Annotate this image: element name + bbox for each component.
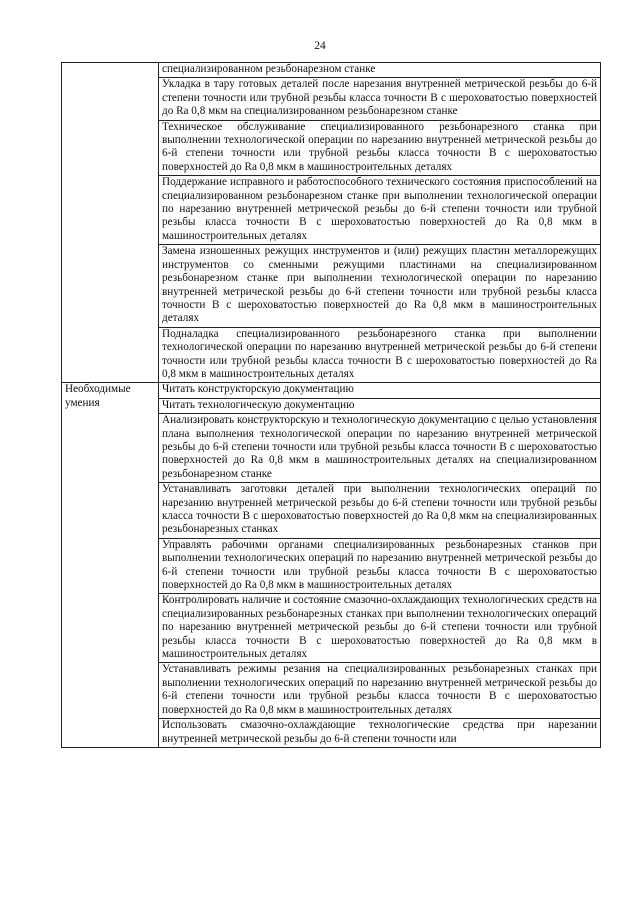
labor-action-item: Замена изношенных режущих инструментов и (или) режущих пластин металлорежущих инструментов со сменными режущими пластинами на специализированном резьбонарезном станке при выполнении технологической операции по нарезанию внутренней метрической резьбы до 6-й степени точности или трубной резьбы класса точности В с шероховатостью поверхностей до Ra 0,8 мкм в машиностроительных деталях [159, 245, 601, 327]
skills-label: Необходимые умения [62, 383, 159, 748]
skill-item: Анализировать конструкторскую и технологическую документацию с целью установления плана выполнения технологической операции по нарезанию внутренней метрической резьбы до 6-й степени точности или трубной резьбы класса точности В с шероховатостью поверхностей до Ra 0,8 мкм в машиностроительных деталях на специализированном резьбонарезном станке [159, 414, 601, 483]
labor-action-item: Укладка в тару готовых деталей после нарезания внутренней метрической резьбы до 6-й степени точности или трубной резьбы класса точности В с шероховатостью поверхностей до Ra 0,8 мкм на специализированном резьбонарезном станке [159, 78, 601, 120]
labor-action-item: Техническое обслуживание специализированного резьбонарезного станка при выполнении технологической операции по нарезанию внутренней метрической резьбы до 6-й степени точности или трубной резьбы класса точности В с шероховатостью поверхностей до Ra 0,8 мкм в машиностроительных деталях [159, 120, 601, 176]
skill-item: Управлять рабочими органами специализированных резьбонарезных станков при выполнении технологических операций по нарезанию внутренней метрической резьбы до 6-й степени точности или трубной резьбы класса точности В с шероховатостью поверхностей до Ra 0,8 мкм в машиностроительных деталях [159, 538, 601, 594]
labor-action-item: Поддержание исправного и работоспособного технического состояния приспособлений на специализированном резьбонарезном станке при выполнении технологической операции по нарезанию внутренней метрической резьбы до 6-й степени точности или трубной резьбы класса точности В с шероховатостью поверхностей до Ra 0,8 мкм в машиностроительных деталях [159, 176, 601, 245]
labor-action-item: специализированном резьбонарезном станке [159, 63, 601, 78]
table-row [62, 383, 601, 398]
skill-item: Устанавливать режимы резания на специализированных резьбонарезных станках при выполнении технологических операций по нарезанию внутренней метрической резьбы до 6-й степени точности или трубной резьбы класса точности В с шероховатостью поверхностей до Ra 0,8 мкм в машиностроительных деталях [159, 663, 601, 719]
requirements-table [61, 62, 601, 748]
page-number: 24 [314, 40, 326, 52]
table-row [62, 63, 601, 78]
labor-action-item: Подналадка специализированного резьбонарезного станка при выполнении технологической операции по нарезанию внутренней метрической резьбы до 6-й степени точности или трубной резьбы класса точности В с шероховатостью поверхностей до Ra 0,8 мкм в машиностроительных деталях [159, 327, 601, 383]
skill-item: Читать конструкторскую документацию [159, 383, 601, 398]
skill-item: Использовать смазочно-охлаждающие технологические средства при нарезании внутренней метрической резьбы до 6-й степени точности или [159, 719, 601, 748]
labor-actions-label-cell [62, 63, 159, 383]
skill-item: Устанавливать заготовки деталей при выполнении технологических операций по нарезанию внутренней метрической резьбы до 6-й степени точности или трубной резьбы класса точности В с шероховатостью поверхностей до Ra 0,8 мкм на специализированных резьбонарезных станках [159, 483, 601, 539]
skill-item: Читать технологическую документацию [159, 398, 601, 413]
skill-item: Контролировать наличие и состояние смазочно-охлаждающих технологических средств на специализированных резьбонарезных станках при выполнении технологических операций по нарезанию внутренней метрической резьбы до 6-й степени точности или трубной резьбы класса точности В с шероховатостью поверхностей до Ra 0,8 мкм в машиностроительных деталях [159, 594, 601, 663]
